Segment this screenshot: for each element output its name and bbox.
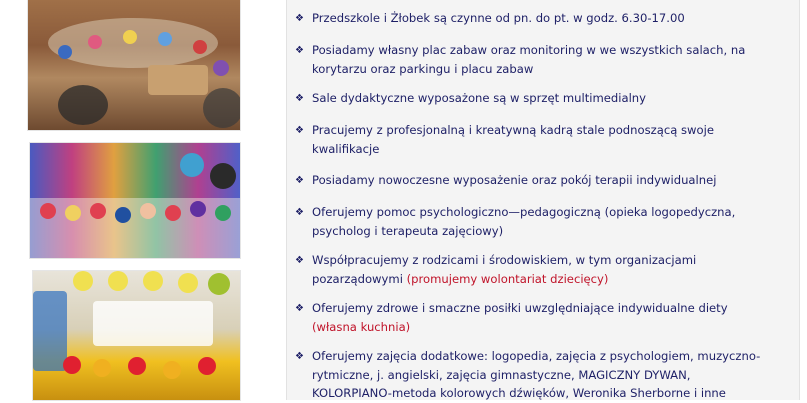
list-item	[295, 347, 795, 403]
list-item-text: Sale dydaktyczne wyposażone są w sprzęt multimedialny	[312, 91, 647, 105]
list-item-text	[312, 270, 795, 289]
list-item-text: kwalifikacje	[312, 141, 380, 156]
diamond-icon: ❖	[295, 45, 304, 56]
list-item-text: Współpracujemy z rodzicami i środowiskiem, w tym organizacjami	[312, 253, 697, 267]
list-item-text: Posiadamy własny plac zabaw oraz monitoring w we wszystkich salach, na	[312, 43, 746, 57]
list-item	[295, 203, 795, 240]
group-costumes-photo	[30, 143, 240, 258]
highlight-text: (własna kuchnia)	[312, 319, 411, 334]
list-item-text: Posiadamy nowoczesne wyposażenie oraz pokój terapii indywidualnej	[312, 173, 717, 187]
list-item	[295, 89, 795, 109]
list-item	[295, 251, 795, 288]
list-item-text: Oferujemy pomoc psychologiczno—pedagogiczną (opieka logopedyczna,	[312, 205, 736, 219]
list-item-text: korytarzu oraz parkingu i placu zabaw	[312, 61, 534, 76]
highlight-text: (promujemy wolontariat dziecięcy)	[406, 271, 609, 286]
list-item-text: Przedszkole i Żłobek są czynne od pn. do pt. w godz. 6.30-17.00	[312, 11, 685, 25]
diamond-icon: ❖	[295, 93, 304, 104]
feature-list	[286, 0, 800, 400]
list-item-text: Oferujemy zajęcia dodatkowe: logopedia, zajęcia z psychologiem, muzyczno-	[312, 349, 761, 363]
diamond-icon: ❖	[295, 255, 304, 266]
diamond-icon: ❖	[295, 303, 304, 314]
list-item	[295, 41, 795, 78]
diamond-icon: ❖	[295, 175, 304, 186]
list-item-text: Oferujemy zdrowe i smaczne posiłki uwzględniające indywidualne diety	[312, 301, 728, 315]
list-item	[295, 299, 795, 336]
diamond-icon: ❖	[295, 207, 304, 218]
diamond-icon: ❖	[295, 125, 304, 136]
list-item-text: Pracujemy z profesjonalną i kreatywną kadrą stale podnoszącą swoje	[312, 123, 714, 137]
gymnasium-balloons-photo	[33, 271, 240, 400]
diamond-icon: ❖	[295, 13, 304, 24]
list-item	[295, 9, 795, 29]
list-item-text-plain: pozarządowymi	[312, 271, 407, 286]
list-item	[295, 171, 795, 191]
list-item-text: psycholog i terapeuta zajęciowy)	[312, 223, 504, 238]
list-item-text: rytmiczne, j. angielski, zajęcia gimnastyczne, MAGICZNY DYWAN,	[312, 367, 691, 382]
list-item-text: KOLORPIANO-metoda kolorowych dźwięków, Weronika Sherborne i inne	[312, 386, 726, 400]
list-item	[295, 121, 795, 158]
classroom-circle-photo	[28, 0, 240, 130]
diamond-icon: ❖	[295, 351, 304, 362]
